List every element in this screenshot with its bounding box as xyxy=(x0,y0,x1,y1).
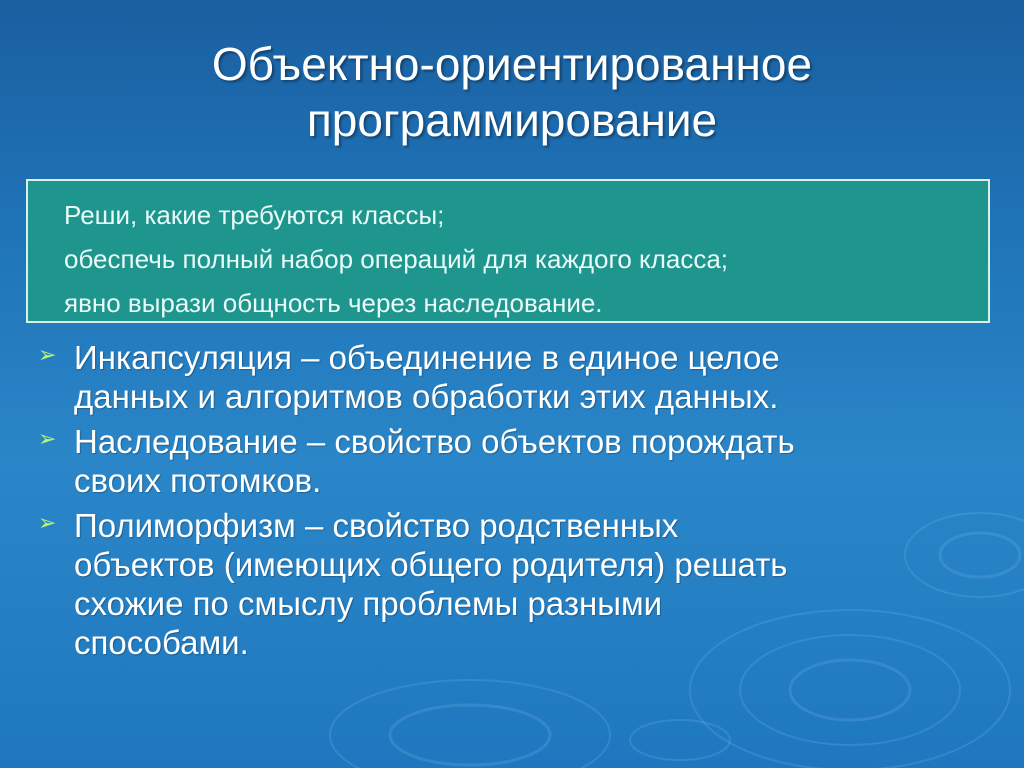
arrow-bullet-icon: ➢ xyxy=(38,510,57,535)
bullet-list xyxy=(38,338,978,668)
callout-line-3: явно вырази общность через наследование. xyxy=(64,288,603,318)
bullet-inheritance xyxy=(38,422,978,500)
bullet-text xyxy=(74,422,978,500)
bullet-line: своих потомков. xyxy=(74,462,322,499)
arrow-bullet-icon: ➢ xyxy=(38,342,57,367)
bullet-line: схожие по смыслу проблемы разными xyxy=(74,585,663,622)
bullet-text xyxy=(74,506,978,662)
callout-line-1: Реши, какие требуются классы; xyxy=(64,200,445,230)
bullet-polymorphism xyxy=(38,506,978,662)
bullet-line: Наследование – свойство объектов порождать xyxy=(74,423,795,460)
bullet-line: Инкапсуляция – объединение в единое целое xyxy=(74,339,780,376)
bullet-encapsulation xyxy=(38,338,978,416)
page-title xyxy=(0,36,1024,148)
bullet-line: объектов (имеющих общего родителя) решать xyxy=(74,546,788,583)
title-line-1: Объектно-ориентированное xyxy=(211,38,813,90)
bullet-line: данных и алгоритмов обработки этих данных. xyxy=(74,378,779,415)
title-line-2: программирование xyxy=(306,94,718,146)
callout-line-2: обеспечь полный набор операций для каждого класса; xyxy=(64,244,729,274)
bullet-line: способами. xyxy=(74,624,249,661)
callout-text xyxy=(64,193,728,325)
bullet-line: Полиморфизм – свойство родственных xyxy=(74,507,679,544)
principles-callout-box xyxy=(26,179,990,323)
arrow-bullet-icon: ➢ xyxy=(38,426,57,451)
bullet-text xyxy=(74,338,978,416)
